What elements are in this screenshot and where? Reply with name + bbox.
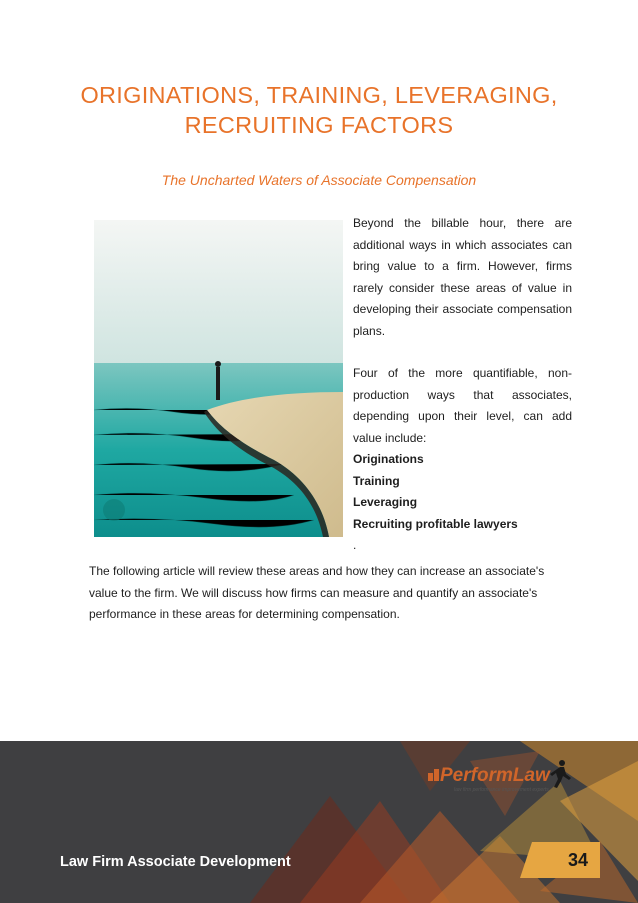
intro-column <box>353 213 572 557</box>
value-item-leveraging: Leveraging <box>353 495 418 509</box>
page-subtitle: The Uncharted Waters of Associate Compensation <box>161 172 477 188</box>
value-item-recruiting: Recruiting profitable lawyers <box>353 516 518 531</box>
trailing-mark: . <box>353 538 357 552</box>
page-title <box>40 80 598 140</box>
footer-section-label: Law Firm Associate Development <box>60 854 291 870</box>
intro-paragraph: Beyond the billable hour, there are additional ways in which associates can bring value to a firm. However, firms rarely consider these areas of value in developing their associate compensation plans. <box>353 216 572 338</box>
value-intro-paragraph: Four of the more quantifiable, non-production ways that associates, depending upon their level, can add value include: <box>353 366 572 445</box>
value-item-training: Training <box>353 473 400 488</box>
performlaw-logo <box>426 757 576 795</box>
title-line-1: ORIGINATIONS, TRAINING, LEVERAGING, <box>80 82 558 108</box>
closing-paragraph: The following article will review these areas and how they can increase an associate's value to the firm. We will discuss how firms can measure and quantify an associate's performance in these areas for determining compensation. <box>89 564 545 621</box>
value-item-originations: Originations <box>353 452 424 466</box>
page-number <box>520 842 600 878</box>
running-figure-icon <box>550 760 571 788</box>
title-line-2: RECRUITING FACTORS <box>184 112 454 138</box>
page-number-text: 34 <box>567 850 588 870</box>
svg-text:law firm performance improveme: law firm performance improvement experts <box>454 787 549 793</box>
sea-photo <box>94 220 343 537</box>
bar-steps-icon <box>428 769 439 781</box>
svg-text:PerformLaw: PerformLaw <box>440 765 550 786</box>
